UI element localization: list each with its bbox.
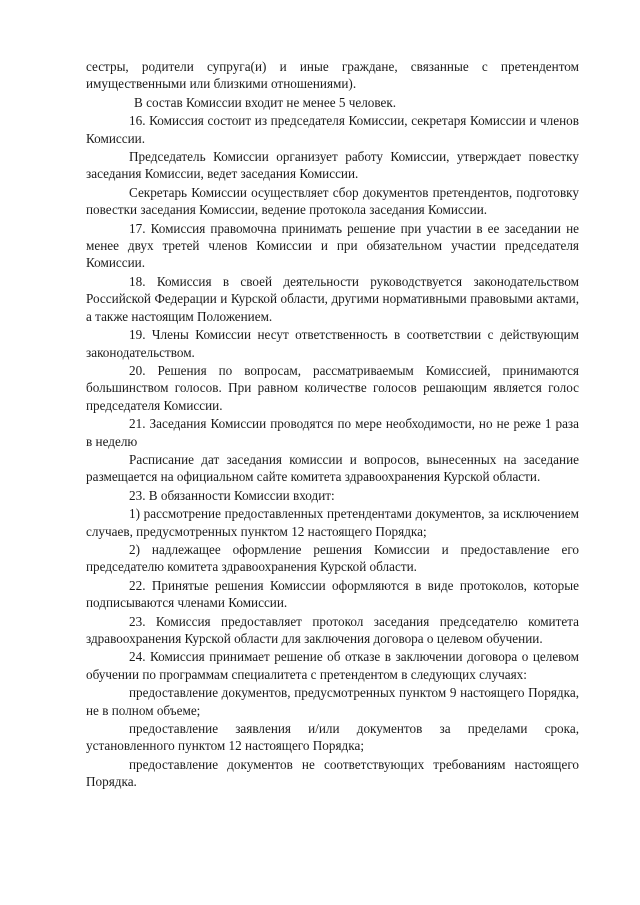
paragraph-23-protocol: 23. Комиссия предоставляет протокол заседания председателю комитета здравоохранения Курской области для заключения договора о целевом обучении.: [86, 613, 579, 646]
paragraph-continuation: сестры, родители супруга(и) и иные граждане, связанные с претендентом имущественными или близкими отношениями).: [86, 59, 579, 92]
refusal-case-3: предоставление документов не соответствующих требованиям настоящего Порядка.: [86, 756, 579, 790]
document-body: [86, 58, 579, 792]
paragraph-secretary: Секретарь Комиссии осуществляет сбор документов претендентов, подготовку повестки заседания Комиссии, ведение протокола заседания Комиссии.: [86, 184, 579, 218]
list-item-2: 2) надлежащее оформление решения Комиссии и предоставление его председателю комитета здравоохранения Курской области.: [86, 541, 579, 575]
paragraph-chairman: Председатель Комиссии организует работу Комиссии, утверждает повестку заседания Комиссии, ведет заседания Комиссии.: [86, 149, 579, 182]
refusal-case-2: предоставление заявления и/или документов за пределами срока, установленного пунктом 12 настоящего Порядка;: [86, 721, 579, 754]
refusal-case-1: предоставление документов, предусмотренных пунктом 9 настоящего Порядка, не в полном объеме;: [86, 685, 579, 718]
paragraph-21: 21. Заседания Комиссии проводятся по мере необходимости, но не реже 1 раза в неделю: [86, 416, 579, 449]
list-item-1: 1) рассмотрение предоставленных претендентами документов, за исключением случаев, предусмотренных пунктом 12 настоящего Порядка;: [86, 506, 579, 539]
paragraph-22: 22. Принятые решения Комиссии оформляются в виде протоколов, которые подписываются членами Комиссии.: [86, 577, 579, 611]
paragraph-17: 17. Комиссия правомочна принимать решение при участии в ее заседании не менее двух третей членов Комиссии и при обязательном участии председателя Комиссии.: [86, 220, 579, 271]
paragraph-18: 18. Комиссия в своей деятельности руководствуется законодательством Российской Федерации и Курской области, другими нормативными правовыми актами, а также настоящим Положением.: [86, 273, 579, 324]
paragraph-19: 19. Члены Комиссии несут ответственность в соответствии с действующим законодательством.: [86, 327, 579, 360]
paragraph-20: 20. Решения по вопросам, рассматриваемым Комиссией, принимаются большинством голосов. При равном количестве голосов решающим является голос председателя Комиссии.: [86, 362, 579, 413]
paragraph-schedule: Расписание дат заседания комиссии и вопросов, вынесенных на заседание размещается на официальном сайте комитета здравоохранения Курской области.: [86, 451, 579, 485]
paragraph-commission-size: В состав Комиссии входит не менее 5 человек.: [134, 94, 397, 110]
paragraph-16: 16. Комиссия состоит из председателя Комиссии, секретаря Комиссии и членов Комиссии.: [86, 113, 579, 146]
paragraph-23-duties: 23. В обязанности Комиссии входит:: [129, 487, 335, 503]
paragraph-24: 24. Комиссия принимает решение об отказе в заключении договора о целевом обучении по программам специалитета с претендентом в следующих случаях:: [86, 649, 579, 682]
